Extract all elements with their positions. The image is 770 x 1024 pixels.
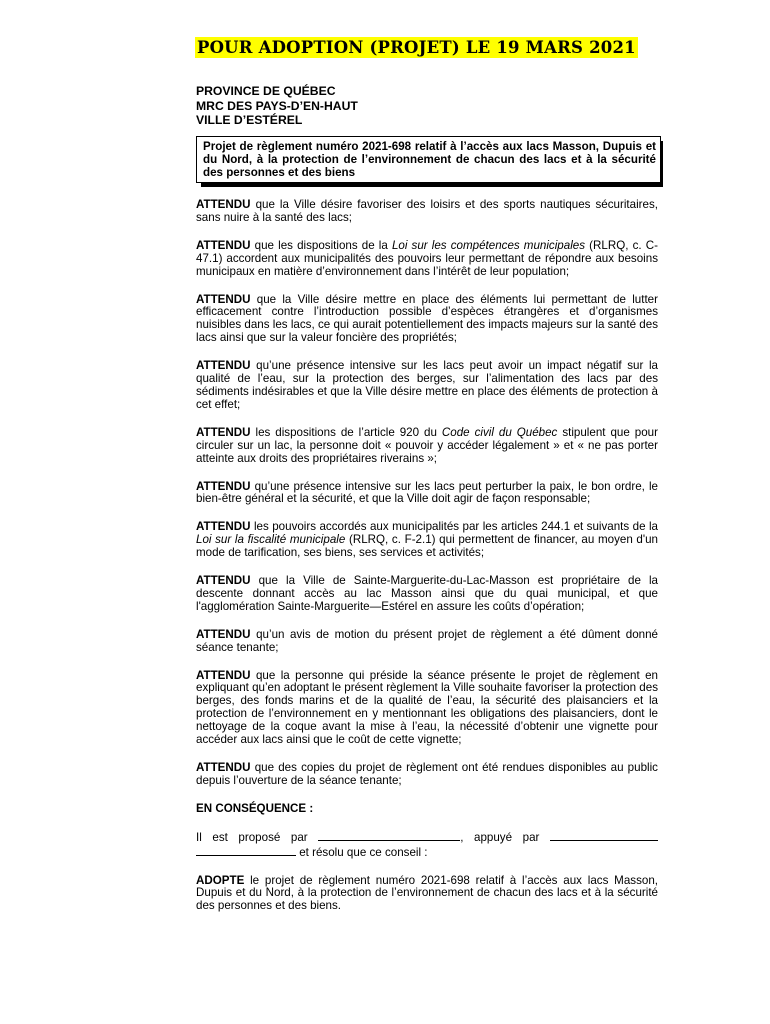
recital-text: qu’une présence intensive sur les lacs peut avoir un impact négatif sur la qualité de l’eau, sur la protection des berges, sur l’alimentation des lacs par des sédiments indésirables et que la Ville désire mettre en place des éléments de protection à cet effet; — [196, 359, 658, 411]
attendu-keyword: ATTENDU — [196, 238, 251, 252]
jurisdiction-header — [196, 84, 358, 128]
attendu-keyword: ATTENDU — [196, 627, 251, 641]
proposal-text: , appuyé par — [460, 830, 540, 844]
recital-text: (RLRQ, c. C-47.1) accordent aux municipalités des pouvoirs leur permettant de répondre aux besoins municipaux en matière d’environnement dans l’intérêt de leur population; — [196, 238, 658, 278]
law-reference: Loi sur la fiscalité municipale — [196, 533, 346, 547]
recital-paragraph — [196, 199, 658, 225]
recital-paragraph — [196, 629, 658, 655]
recital-text: qu’un avis de motion du présent projet de règlement a été dûment donné séance tenante; — [196, 627, 658, 654]
recital-paragraph — [196, 521, 658, 560]
recital-text: stipulent que pour circuler sur un lac, la personne doit « pouvoir y accéder légalement » et « ne pas porter atteinte aux droits des propriétaires riverains »; — [196, 425, 658, 465]
recital-text: qu’une présence intensive sur les lacs peut perturber la paix, le bon ordre, le bien-être général et la sécurité, et que la Ville doit agir de façon responsable; — [196, 479, 658, 506]
recital-paragraph — [196, 427, 658, 466]
attendu-keyword: ATTENDU — [196, 520, 251, 534]
attendu-keyword: ATTENDU — [196, 425, 251, 439]
recital-text: que des copies du projet de règlement ont été rendues disponibles au public depuis l’ouverture de la séance tenante; — [196, 761, 658, 787]
recital-paragraph — [196, 762, 658, 788]
proposal-text: et résolu que ce conseil : — [299, 845, 428, 859]
attendu-keyword: ATTENDU — [196, 479, 251, 493]
adoption-paragraph — [196, 875, 658, 914]
document-body — [196, 199, 658, 928]
recital-paragraph — [196, 575, 658, 614]
proposal-text: Il est proposé par — [196, 830, 308, 844]
adoption-banner: POUR ADOPTION (PROJET) LE 19 MARS 2021 — [197, 38, 636, 57]
header-mrc: MRC DES PAYS-D’EN-HAUT — [196, 98, 358, 113]
adoption-text: le projet de règlement numéro 2021-698 relatif à l’accès aux lacs Masson, Dupuis et du Nord, à la protection de l’environnement de chacun des lacs et à la sécurité des personnes et des biens. — [196, 873, 658, 913]
header-ville: VILLE D’ESTÉREL — [196, 113, 303, 127]
seconder-blank — [550, 830, 658, 841]
recital-text: que la Ville de Sainte-Marguerite-du-Lac-Masson est propriétaire de la descente donnant accès au lac Masson ainsi que du quai municipal, et que l'agglomération Sainte-Marguerite—Estérel en assure les coûts d’opération; — [196, 574, 658, 613]
recital-text: (RLRQ, c. F-2.1) qui permettent de financer, au moyen d'un mode de tarification, ses biens, ses services et activités; — [196, 533, 658, 560]
seconder-blank-continued — [196, 845, 296, 856]
law-reference: Loi sur les compétences municipales — [391, 238, 586, 252]
recital-paragraph — [196, 481, 658, 507]
proposal-line — [196, 830, 658, 860]
attendu-keyword: ATTENDU — [196, 359, 251, 373]
header-province: PROVINCE DE QUÉBEC — [196, 84, 336, 98]
recital-paragraph — [196, 360, 658, 412]
recital-text: les pouvoirs accordés aux municipalités par les articles 244.1 et suivants de la — [253, 520, 658, 534]
recital-paragraph — [196, 294, 658, 346]
recital-text: que les dispositions de la — [254, 238, 388, 252]
adopte-keyword: ADOPTE — [196, 873, 245, 887]
attendu-keyword: ATTENDU — [196, 574, 251, 588]
law-reference: Code civil du Québec — [441, 425, 558, 439]
recital-paragraph — [196, 670, 658, 747]
recital-text: que la Ville désire favoriser des loisirs et des sports nautiques sécuritaires, sans nuire à la santé des lacs; — [196, 198, 658, 224]
attendu-keyword: ATTENDU — [196, 668, 251, 682]
recital-paragraph — [196, 240, 658, 279]
attendu-keyword: ATTENDU — [196, 292, 251, 306]
attendu-keyword: ATTENDU — [196, 761, 251, 774]
attendu-keyword: ATTENDU — [196, 198, 251, 211]
regulation-title-box: Projet de règlement numéro 2021-698 relatif à l’accès aux lacs Masson, Dupuis et du Nord, à la protection de l’environnement de chacun des lacs et à la sécurité des personnes et des biens — [196, 136, 661, 183]
recital-text: que la personne qui préside la séance présente le projet de règlement en expliquant qu’en adoptant le présent règlement la Ville souhaite favoriser la protection des berges, des fonds marins et de la qualité de l’eau, la sécurité des plaisanciers et la protection de l’environnement en y mentionnant les obligations des plaisanciers, dont le nettoyage de la coque avant la mise à l’eau, la nécessité d’obtenir une vignette pour accéder aux lacs ainsi que le coût de cette vignette; — [196, 668, 658, 747]
recital-text: les dispositions de l’article 920 du — [255, 425, 437, 439]
en-consequence-heading: EN CONSÉQUENCE : — [196, 801, 314, 815]
proposer-blank — [318, 830, 460, 841]
recital-text: que la Ville désire mettre en place des éléments lui permettant de lutter efficacement contre l’introduction possible d’espèces étrangères et d’organismes nuisibles dans les lacs, ce qui aurait potentiellement des impacts majeurs sur la santé des lacs ainsi que sur la valeur foncière des propriétés; — [196, 292, 658, 345]
